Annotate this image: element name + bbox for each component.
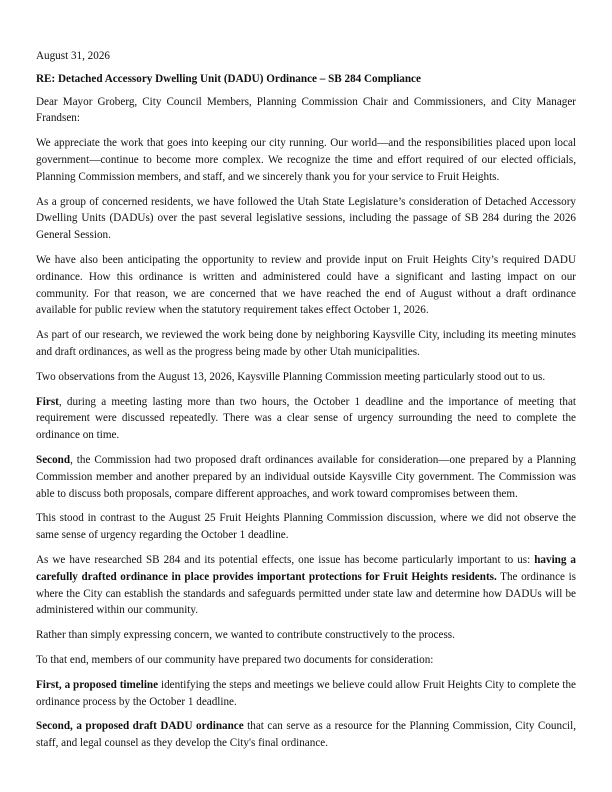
second-text: , the Commission had two proposed draft ordinances available for consideration—one prepared by a Planning Commission member and another prepared by an individual outside Kaysville City government. The Commission was able to discuss both proposals, compare different approaches, and work toward compromises between them. bbox=[36, 453, 576, 500]
letter-subject: RE: Detached Accessory Dwelling Unit (DADU) Ordinance – SB 284 Compliance bbox=[36, 72, 421, 85]
paragraph-draft-ordinance bbox=[36, 718, 576, 752]
importance-end: The ordinance is where the City can establish the standards and safeguards permitted under state law and determine how DADUs will be administered within our community. bbox=[36, 570, 577, 617]
letter-date: August 31, 2026 bbox=[36, 50, 110, 62]
draft-text: that can serve as a resource for the Planning Commission, City Council, staff, and legal counsel as they develop the City's final ordinance. bbox=[36, 720, 576, 750]
paragraph-timeline bbox=[36, 677, 576, 711]
timeline-lead: First, a proposed timeline bbox=[36, 678, 159, 691]
paragraph-ordinance-importance bbox=[36, 552, 576, 619]
letter-salutation: Dear Mayor Groberg, City Council Members, Planning Commission Chair and Commissioners, and City Manager Frandsen: bbox=[36, 95, 576, 125]
paragraph-appreciation: We appreciate the work that goes into keeping our city running. Our world—and the responsibilities placed upon local government—continue to become more complex. We recognize the time and effort required of our elected officials, Planning Commission members, and staff, and we sincerely thank you for your service to Fruit Heights. bbox=[36, 137, 576, 183]
importance-start: As we have researched SB 284 and its potential effects, one issue has become particularly important to us: bbox=[36, 553, 535, 566]
draft-lead: Second, a proposed draft DADU ordinance bbox=[36, 720, 244, 733]
importance-emphasis: having a carefully drafted ordinance in place provides important protections for Fruit Heights residents. bbox=[36, 553, 576, 583]
paragraph-second-observation bbox=[36, 452, 576, 502]
first-text: , during a meeting lasting more than two hours, the October 1 deadline and the importance of meeting that requirement were discussed repeatedly. There was a clear sense of urgency surrounding the need to complete the ordinance on time. bbox=[36, 395, 576, 442]
paragraph-observations: Two observations from the August 13, 2026, Kaysville Planning Commission meeting particularly stood out to us. bbox=[36, 370, 546, 383]
timeline-text: identifying the steps and meetings we believe could allow Fruit Heights City to complete the ordinance process by the October 1 deadline. bbox=[36, 678, 576, 708]
paragraph-contribute: Rather than simply expressing concern, we wanted to contribute constructively to the process. bbox=[36, 629, 455, 642]
first-lead: First bbox=[36, 395, 59, 408]
paragraph-research: As part of our research, we reviewed the work being done by neighboring Kaysville City, including its meeting minutes and draft ordinances, as well as the progress being made by other Utah municipalities. bbox=[36, 329, 576, 358]
paragraph-documents-intro: To that end, members of our community have prepared two documents for consideration: bbox=[36, 653, 434, 666]
second-lead: Second bbox=[36, 453, 71, 466]
paragraph-first-observation bbox=[36, 394, 576, 444]
paragraph-legislature: As a group of concerned residents, we have followed the Utah State Legislature’s consideration of Detached Accessory Dwelling Units (DADUs) over the past several legislative sessions, including the passage of SB 284 during the 2026 General Session. bbox=[36, 195, 576, 242]
paragraph-contrast: This stood in contrast to the August 25 Fruit Heights Planning Commission discussion, where we did not observe the same sense of urgency regarding the October 1 deadline. bbox=[36, 512, 576, 542]
paragraph-concern: We have also been anticipating the opportunity to review and provide input on Fruit Heights City’s required DADU ordinance. How this ordinance is written and administered could have a significant and lasting impact on our community. For that reason, we are concerned that we have reached the end of August without a draft ordinance available for public review when the statutory requirement takes effect October 1, 2026. bbox=[36, 253, 576, 317]
